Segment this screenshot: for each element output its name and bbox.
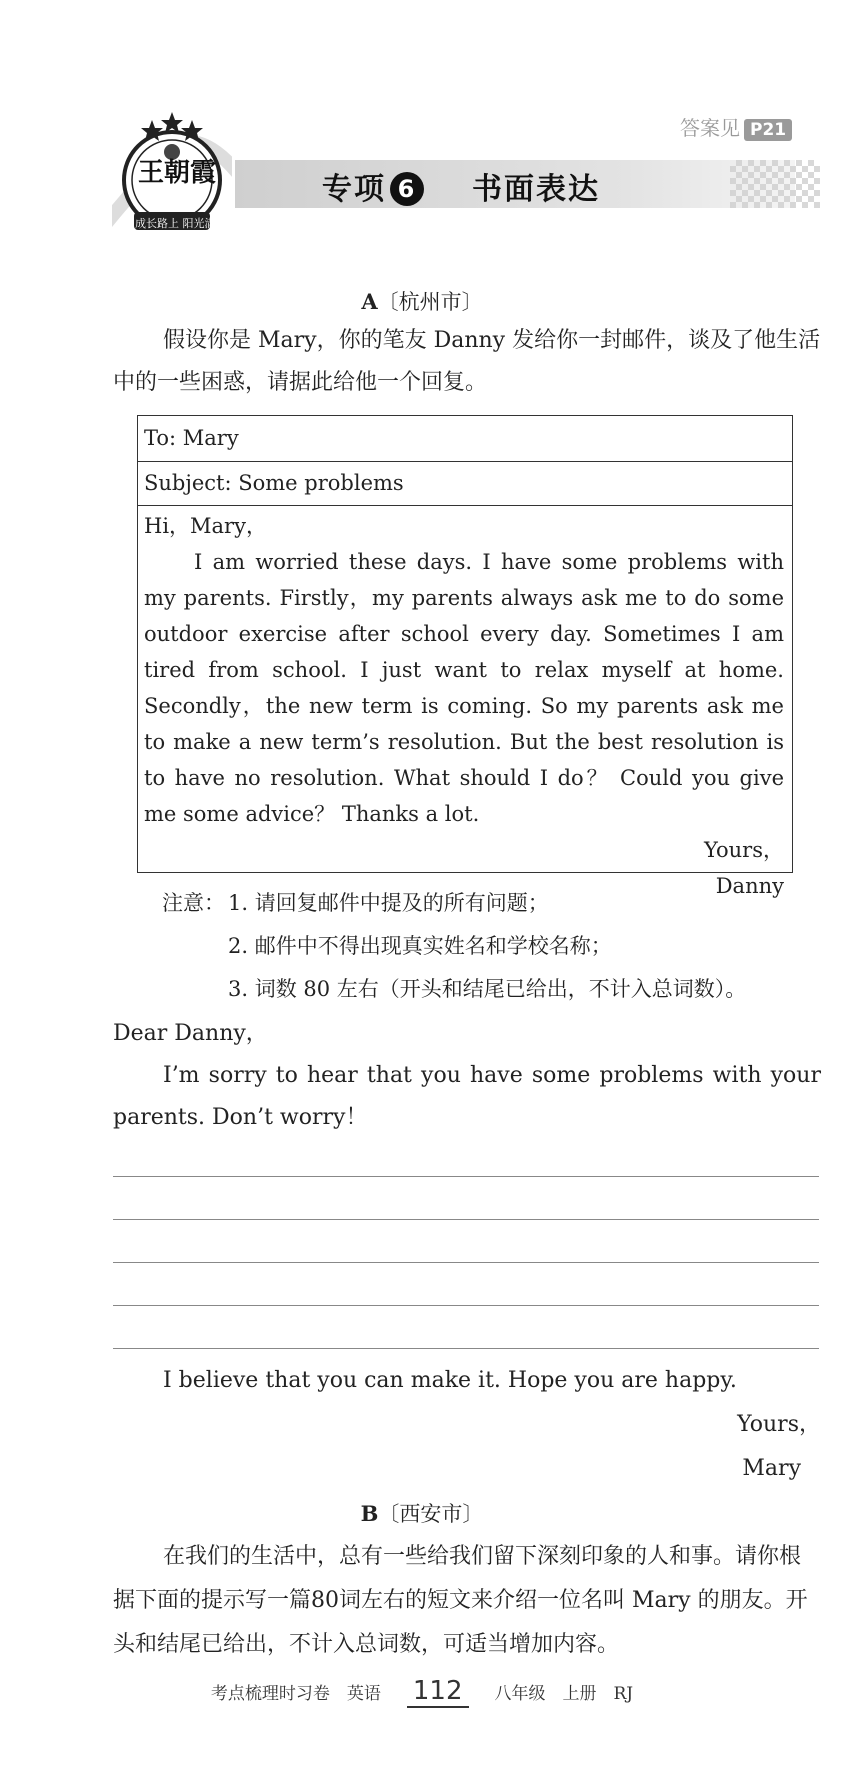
note-item: 2. 邮件中不得出现真实姓名和学校名称； <box>228 934 612 958</box>
part-a-prompt: 假设你是 Mary，你的笔友 Danny 发给你一封邮件，谈及了他生活中的一些困惑，请据此给他一个回复。 <box>113 328 821 395</box>
email-signature: Danny <box>715 874 784 898</box>
email-greeting: Hi，Mary， <box>144 514 267 538</box>
writing-line[interactable] <box>113 1176 819 1177</box>
notes-label: 注意： <box>162 891 225 915</box>
email-body-area <box>144 508 784 904</box>
email-closing: Yours， <box>703 838 784 862</box>
footer-book: 考点梳理时习卷 英语 <box>210 1684 381 1704</box>
answer-reference <box>680 112 792 141</box>
reply-opening: I’m sorry to hear that you have some problems with your parents. Don’t worry！ <box>113 1063 821 1130</box>
section-name: 书面表达 <box>472 172 600 207</box>
note-item: 3. 词数 80 左右（开头和结尾已给出，不计入总词数）。 <box>228 977 747 1001</box>
page-footer <box>0 1676 844 1708</box>
section-title <box>322 164 600 208</box>
section-number: 6 <box>390 172 424 206</box>
part-a-label: A <box>361 289 378 314</box>
header-pattern <box>730 160 820 208</box>
part-b-title <box>0 1498 844 1528</box>
logo-name: 王朝霞 <box>138 158 217 188</box>
part-b-city: 〔西安市〕 <box>378 1502 484 1526</box>
reply-greeting: Dear Danny， <box>113 1021 268 1046</box>
reply-ending: I believe that you can make it. Hope you are happy. <box>163 1368 737 1393</box>
writing-line[interactable] <box>113 1219 819 1220</box>
email-body: I am worried these days. I have some problems with my parents. Firstly，my parents always ask me to do some outdoor exercise after school every day. Sometimes I am tired from school. I just want to relax myself at home. Secondly，the new term is coming. So my parents ask me to make a new term’s resolution. But the best resolution is to have no resolution. What should I do？ Could you give me some advice？ Thanks a lot. <box>144 550 784 826</box>
email-box <box>137 415 793 898</box>
email-to: To: Mary <box>138 416 792 462</box>
part-b-label: B <box>360 1501 379 1526</box>
answer-page-badge: P21 <box>744 119 792 141</box>
footer-grade: 八年级 上册 RJ <box>494 1684 634 1704</box>
logo-tagline: 成长路上 阳光满天 <box>135 217 227 230</box>
part-b-prompt: 在我们的生活中，总有一些给我们留下深刻印象的人和事。请你根据下面的提示写一篇80词左右的短文来介绍一位名叫 Mary 的朋友。开头和结尾已给出，不计入总词数，可适当增加内容。 <box>113 1544 808 1657</box>
note-item: 1. 请回复邮件中提及的所有问题； <box>228 891 549 915</box>
part-a-title <box>0 286 844 316</box>
part-a-city: 〔杭州市〕 <box>377 290 483 314</box>
writing-line[interactable] <box>113 1262 819 1263</box>
reply-closing: Yours， <box>737 1412 821 1437</box>
page-number: 112 <box>407 1676 469 1708</box>
writing-line[interactable] <box>113 1305 819 1306</box>
answer-ref-label: 答案见 <box>680 116 740 140</box>
writing-line[interactable] <box>113 1348 819 1349</box>
email-subject: Subject: Some problems <box>138 462 792 506</box>
section-prefix: 专项 <box>322 172 386 207</box>
reply-signature: Mary <box>742 1456 801 1481</box>
